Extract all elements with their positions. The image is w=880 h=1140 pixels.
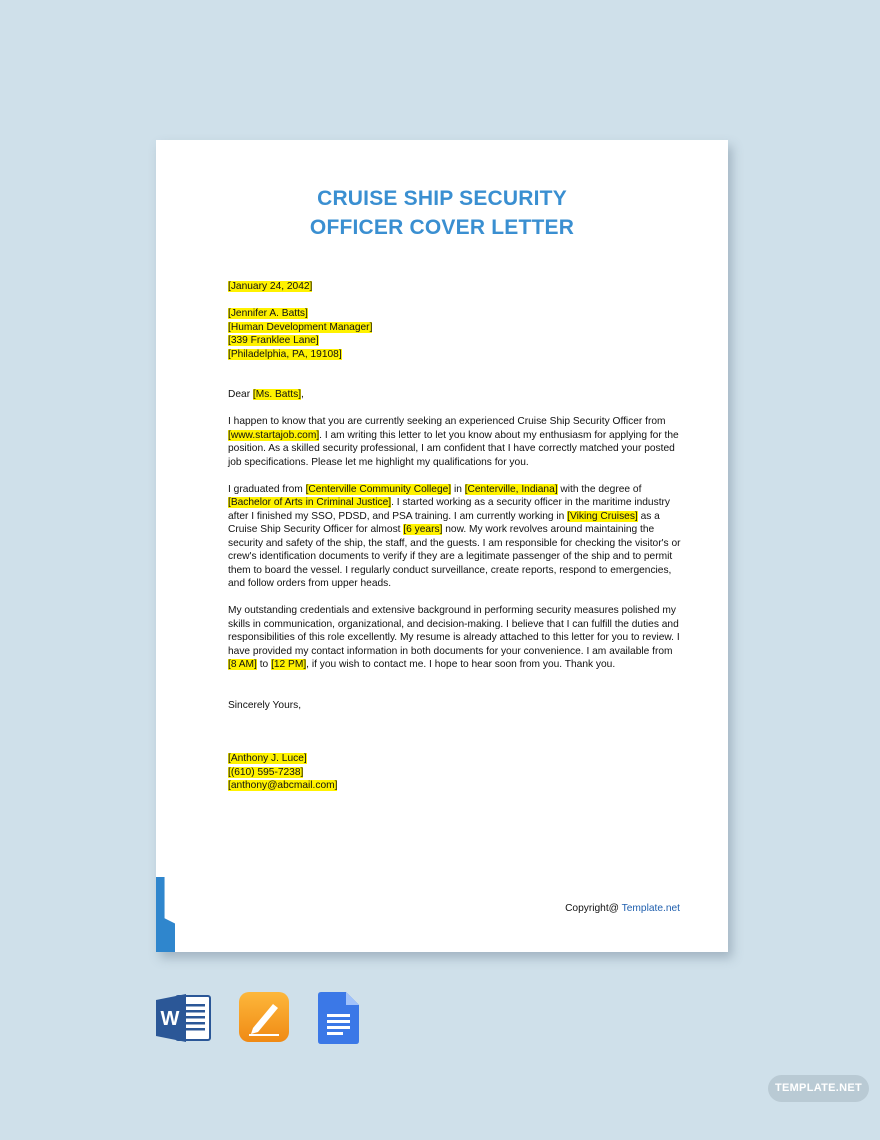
company-field: [Viking Cruises] xyxy=(567,510,638,522)
end-time-field: [12 PM] xyxy=(271,659,307,670)
p1-text-1: I happen to know that you are currently seeking an experienced Cruise Ship Security Officer from xyxy=(228,416,666,427)
date-field: [January 24, 2042] xyxy=(228,281,313,292)
p3-text-3: , if you wish to contact me. I hope to hear soon from you. Thank you. xyxy=(306,659,616,670)
page-title xyxy=(156,184,728,242)
p2-text-1: I graduated from xyxy=(228,483,306,495)
p2-text-5: as a Cruise Ship Security Officer for almost xyxy=(228,510,660,535)
paragraph-2 xyxy=(228,483,683,591)
svg-text:W: W xyxy=(160,1008,180,1030)
location-field: [Centerville, Indiana] xyxy=(464,483,558,495)
salutation-prefix: Dear xyxy=(228,389,253,400)
template-net-badge[interactable]: TEMPLATE.NET xyxy=(768,1075,869,1102)
copyright-link[interactable]: Template.net xyxy=(621,903,680,914)
p2-text-3: with the degree of xyxy=(557,483,642,495)
p2-text-4: . I started working as a security officer in the maritime industry after I finished my SSO, PDSD, and PSA training. I am currently working in xyxy=(228,497,671,522)
letter-body xyxy=(228,280,683,793)
word-icon[interactable] xyxy=(156,992,212,1049)
sender-email: [anthony@abcmail.com] xyxy=(228,780,338,791)
title-line-2: OFFICER COVER LETTER xyxy=(309,216,575,239)
recipient-city: [Philadelphia, PA, 19108] xyxy=(228,348,342,360)
salutation-name: [Ms. Batts] xyxy=(252,389,302,400)
pages-icon[interactable] xyxy=(239,992,291,1049)
recipient-name: [Jennifer A. Batts] xyxy=(228,308,308,319)
degree-field: [Bachelor of Arts in Criminal Justice] xyxy=(228,497,392,508)
start-time-field: [8 AM] xyxy=(228,659,257,670)
p3-text-1: My outstanding credentials and extensive background in performing security measures polished my skills in communication, organizational, and decision-making. I believe that I can fulfill the duties and responsibilities of this role excellently. My resume is already attached to this letter for you to review. I have provided my contact information in both documents for your convenience. I am available from xyxy=(228,605,680,657)
years-field: [6 years] xyxy=(403,524,443,535)
paragraph-1 xyxy=(228,415,683,469)
p2-text-2: in xyxy=(451,483,465,495)
closing: Sincerely Yours, xyxy=(228,699,302,711)
google-docs-icon[interactable] xyxy=(318,992,360,1049)
recipient-street: [339 Franklee Lane] xyxy=(228,335,319,346)
recipient-title: [Human Development Manager] xyxy=(228,321,373,333)
salutation xyxy=(228,388,683,402)
accent-bar xyxy=(156,877,175,952)
copyright-notice xyxy=(565,903,680,914)
sender-block xyxy=(228,752,683,793)
sender-name: [Anthony J. Luce] xyxy=(228,753,307,764)
p1-text-2: . I am writing this letter to let you know about my enthusiasm for applying for the position. As a skilled security professional, I am confident that I have correctly matched your posted job specifications. Please let me highlight my qualifications for you. xyxy=(228,429,679,468)
letter-page xyxy=(156,140,728,952)
recipient-block xyxy=(228,307,683,361)
salutation-suffix: , xyxy=(301,389,304,400)
p2-text-6: now. My work revolves around maintaining the security and safety of the ship, the staff, and the guests. I am responsible for checking the visitor's or crew's identification documents to verify if they are a legitimate passenger of the ship and to permit them to board the vessel. I regularly conduct surveillance, create reports, respond to emergencies, and follow orders from upper heads. xyxy=(228,524,681,589)
sender-phone: [(610) 595-7238] xyxy=(228,766,304,778)
paragraph-3 xyxy=(228,604,683,672)
letter-date xyxy=(228,280,683,294)
title-line-1: CRUISE SHIP SECURITY xyxy=(317,187,567,210)
college-field: [Centerville Community College] xyxy=(305,483,452,495)
copyright-label: Copyright@ xyxy=(565,903,622,914)
p3-text-2: to xyxy=(256,659,272,670)
website-field: [www.startajob.com] xyxy=(228,429,320,441)
